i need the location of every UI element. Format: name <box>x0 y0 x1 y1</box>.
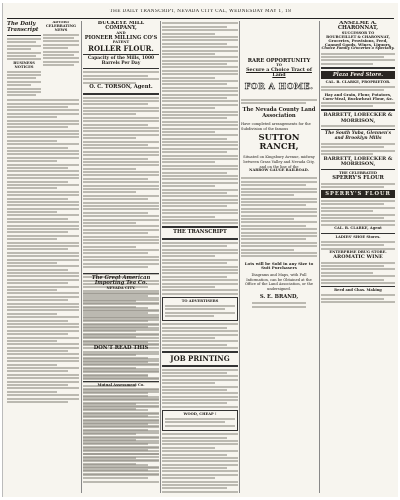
saddle-making: Reed and Chas. Making <box>334 287 382 292</box>
hay-grain-line: Hay and Grain, Flour, Potatoes, Corn-Meal, Buckwheat Flour, &c. <box>322 91 394 101</box>
buckeye-title: BUCKEYE MILL COMPANY, <box>97 21 145 32</box>
pioneer-title: PIONEER MILLING CO'S <box>84 34 158 41</box>
job-printing-heading: JOB PRINTING <box>170 354 230 364</box>
column-2: BUCKEYE MILL COMPANY, AND PIONEER MILLING CO'S PATENT ROLLER FLOUR. Capacity of the Mills, 1000 Barrels Per Day O. C. TORSON, Agent. <box>83 21 159 493</box>
tea-company-city: NEVADA CITY. <box>106 285 136 290</box>
groceries-line: Groceries, Provisions, Feed, Canned Goods, Wines, Liquors, <box>324 38 392 48</box>
sperry-box: SPERRY'S FLOUR <box>321 190 395 198</box>
lots-sold: Lots will be Sold in any Size to Suit Purchasers <box>244 260 314 270</box>
plaza-feed-store: Plaza Feed Store. <box>321 71 395 79</box>
text-block <box>7 99 79 403</box>
association-note: Have completed arrangements for the Subdivision of the famous <box>241 122 311 131</box>
south-yuba-mills: The South Yuba, Glennen's and Brooklyn Mills <box>324 131 392 141</box>
transcript-heading: THE TRANSCRIPT <box>173 229 227 236</box>
merchant-name: ANSELME A. CHARONNAT, <box>337 21 379 32</box>
column-rule <box>239 21 240 493</box>
capacity-line: Capacity of the Mills, 1000 Barrels Per Day <box>87 56 155 66</box>
column-3 <box>162 21 238 493</box>
folio-rule <box>7 18 394 19</box>
tea-company-ad <box>83 271 159 484</box>
wood-cheap: WOOD, CHEAP ! <box>183 411 217 416</box>
column-4 <box>241 21 317 493</box>
seed-agent: CAL. B. CLARKE, Agent <box>334 226 382 231</box>
firm-name: BOURCEILLET & CHARONNAT, <box>326 34 390 39</box>
column-rule <box>81 21 82 493</box>
family-line: Choice Family Groceries a Specialty. <box>321 46 395 51</box>
sperry-flour: SPERRY'S FLOUR <box>332 174 384 181</box>
roller-flour-title: ROLLER FLOUR. <box>88 43 154 53</box>
maps-info: Diagrams and Maps, with Full Information, can be Obtained at the Office of the Land Association, or the undersigned. <box>245 273 313 292</box>
rare-opportunity: RARE OPPORTUNITY <box>247 58 311 64</box>
masthead: The Daily Transcript <box>7 21 39 33</box>
advertisers-heading: TO ADVERTISERS <box>181 298 219 303</box>
for-a-home: FOR A HOME. <box>241 80 317 92</box>
patent-label: PATENT <box>112 40 130 45</box>
plaza-proprietor: CAL. B. CLARKE, PROPRIETOR. <box>325 79 391 84</box>
column-5 <box>321 21 395 493</box>
sutton-ranch: SUTTON RANCH, <box>258 133 300 153</box>
to-word: TO <box>276 63 282 68</box>
secure-tract: Secure a Choice Tract of Land <box>246 67 312 79</box>
brand-signature: S. E. BRAND, <box>259 293 299 300</box>
aromatic-wine: AROMATIC WINE <box>333 254 383 260</box>
narrow-gauge: NARROW GAUGE RAILROAD. <box>249 168 309 173</box>
business-notices-heading: BUSINESS NOTICES <box>13 60 35 69</box>
column-rule <box>319 21 320 493</box>
newspaper-page <box>2 3 398 497</box>
agent-name: O. C. TORSON, Agent. <box>89 84 153 91</box>
folio-line: THE DAILY TRANSCRIPT, NEVADA CITY CAL, WEDNESDAY MAY 1, 18 <box>109 9 292 14</box>
celebrated-label: THE CELEBRATED <box>338 171 378 176</box>
mutual-assessment: Mutual Assessment Co. <box>97 382 145 387</box>
tea-company-title: The Great American Importing Tea Co. <box>91 275 151 287</box>
barrett-firm-1: BARRETT, LOBECKER & MORRISON, <box>323 112 393 124</box>
column-1 <box>7 21 79 493</box>
ladies-shoe: LADIES' SHOE Stores. <box>335 234 381 239</box>
dont-read-this: DON'T READ THIS <box>93 345 149 352</box>
successor-label: SUCCESSOR TO <box>341 30 375 35</box>
barrett-firm-2: BARRETT, LOBECKER & MORRISON, <box>323 155 393 167</box>
column-rule <box>160 21 161 493</box>
advert-heading: ADVERT CELEBRATING NEWS <box>45 21 77 32</box>
situated-text: Situated on Kingsbury Avenue, midway between Grass Valley and Nevada City, and on the line of the <box>243 155 315 169</box>
association-title: The Nevada County Land Association <box>242 107 316 119</box>
enterprise-drug: ENTERPRISE DRUG STORE. <box>329 250 387 255</box>
